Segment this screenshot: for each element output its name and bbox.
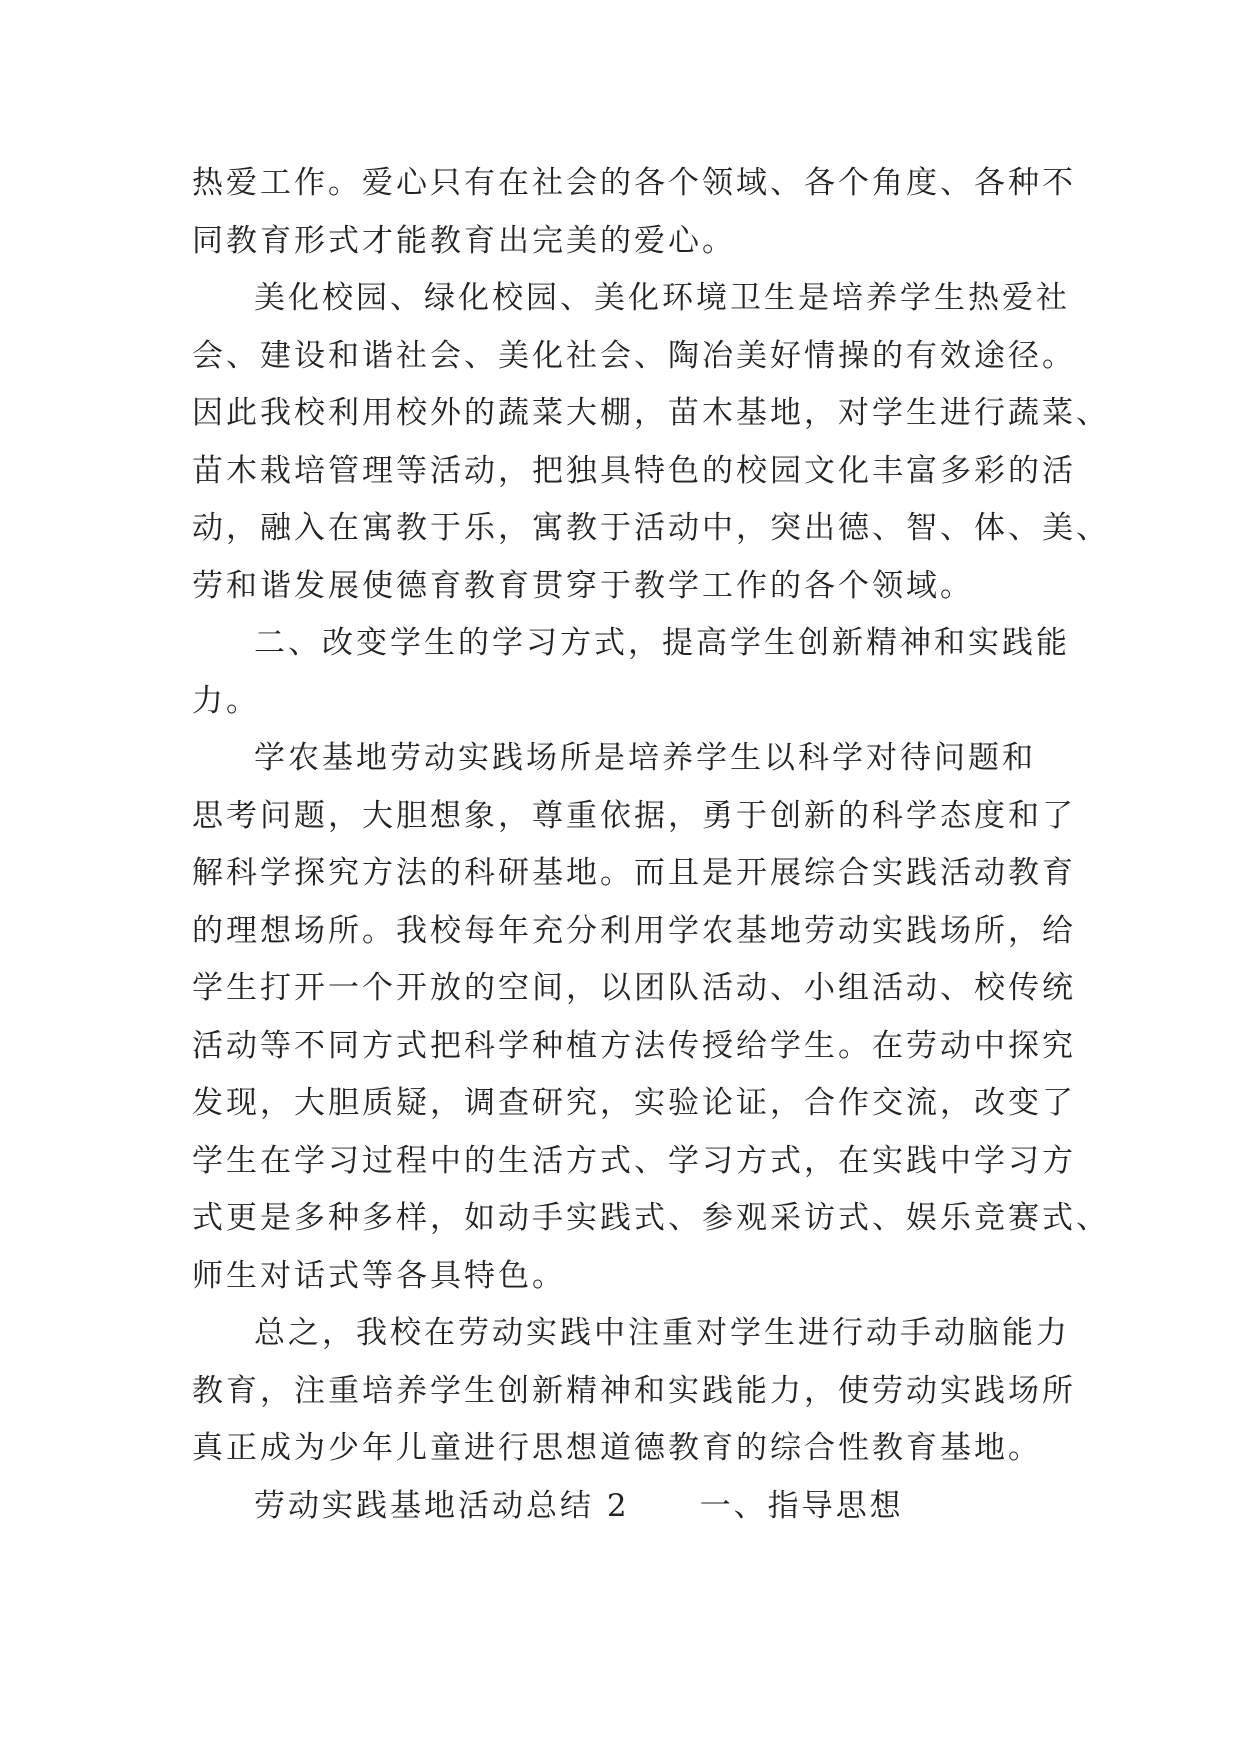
- text-line: 劳和谐发展使德育教育贯穿于教学工作的各个领域。: [192, 567, 974, 604]
- text-line: 力。: [192, 682, 260, 719]
- text-line: 学农基地劳动实践场所是培养学生以科学对待问题和: [254, 740, 1036, 776]
- text-line: 式更是多种多样，如动手实践式、参观采访式、娱乐竞赛式、: [192, 1200, 1110, 1236]
- text-line: 因此我校利用校外的蔬菜大棚，苗木基地，对学生进行蔬菜、: [192, 395, 1110, 431]
- text-line: 学生打开一个开放的空间，以团队活动、小组活动、校传统: [192, 970, 1076, 1006]
- text-line: 苗木栽培管理等活动，把独具特色的校园文化丰富多彩的活: [192, 452, 1076, 489]
- text-line: 美化校园、绿化校园、美化环境卫生是培养学生热爱社: [254, 280, 1070, 316]
- paragraph-2: [192, 270, 1110, 615]
- text-line: 真正成为少年儿童进行思想道德教育的综合性教育基地。: [192, 1430, 1042, 1466]
- section-title: 劳动实践基地活动总结 2: [254, 1487, 630, 1524]
- paragraph-4: [192, 730, 1110, 1305]
- text-line: 思考问题，大胆想象，尊重依据，勇于创新的科学态度和了: [192, 797, 1076, 834]
- paragraph-1: [192, 155, 1076, 270]
- text-line: 动，融入在寓教于乐，寓教于活动中，突出德、智、体、美、: [192, 510, 1110, 546]
- paragraph-3-section-heading: [192, 615, 1072, 730]
- paragraph-5: [192, 1305, 1076, 1478]
- text-line: 的理想场所。我校每年充分利用学农基地劳动实践场所，给: [192, 912, 1076, 949]
- text-line: 热爱工作。爱心只有在社会的各个领域、各个角度、各种不: [192, 165, 1076, 201]
- final-heading-line: [192, 1478, 1072, 1536]
- subsection-title: 一、指导思想: [699, 1487, 904, 1524]
- text-line: 师生对话式等各具特色。: [192, 1257, 566, 1294]
- text-line: 活动等不同方式把科学种植方法传授给学生。在劳动中探究: [192, 1027, 1076, 1064]
- text-line: 会、建设和谐社会、美化社会、陶冶美好情操的有效途径。: [192, 337, 1076, 374]
- text-line: 二、改变学生的学习方式，提高学生创新精神和实践能: [254, 625, 1070, 661]
- text-line: 总之，我校在劳动实践中注重对学生进行动手动脑能力: [254, 1315, 1070, 1351]
- document-body: [192, 155, 1110, 1535]
- text-line: 同教育形式才能教育出完美的爱心。: [192, 222, 736, 259]
- heading-row: [192, 1478, 1072, 1536]
- text-line: 解科学探究方法的科研基地。而且是开展综合实践活动教育: [192, 855, 1076, 891]
- text-line: 教育，注重培养学生创新精神和实践能力，使劳动实践场所: [192, 1372, 1076, 1409]
- text-line: 发现，大胆质疑，调查研究，实验论证，合作交流，改变了: [192, 1085, 1076, 1121]
- text-line: 学生在学习过程中的生活方式、学习方式，在实践中学习方: [192, 1142, 1076, 1179]
